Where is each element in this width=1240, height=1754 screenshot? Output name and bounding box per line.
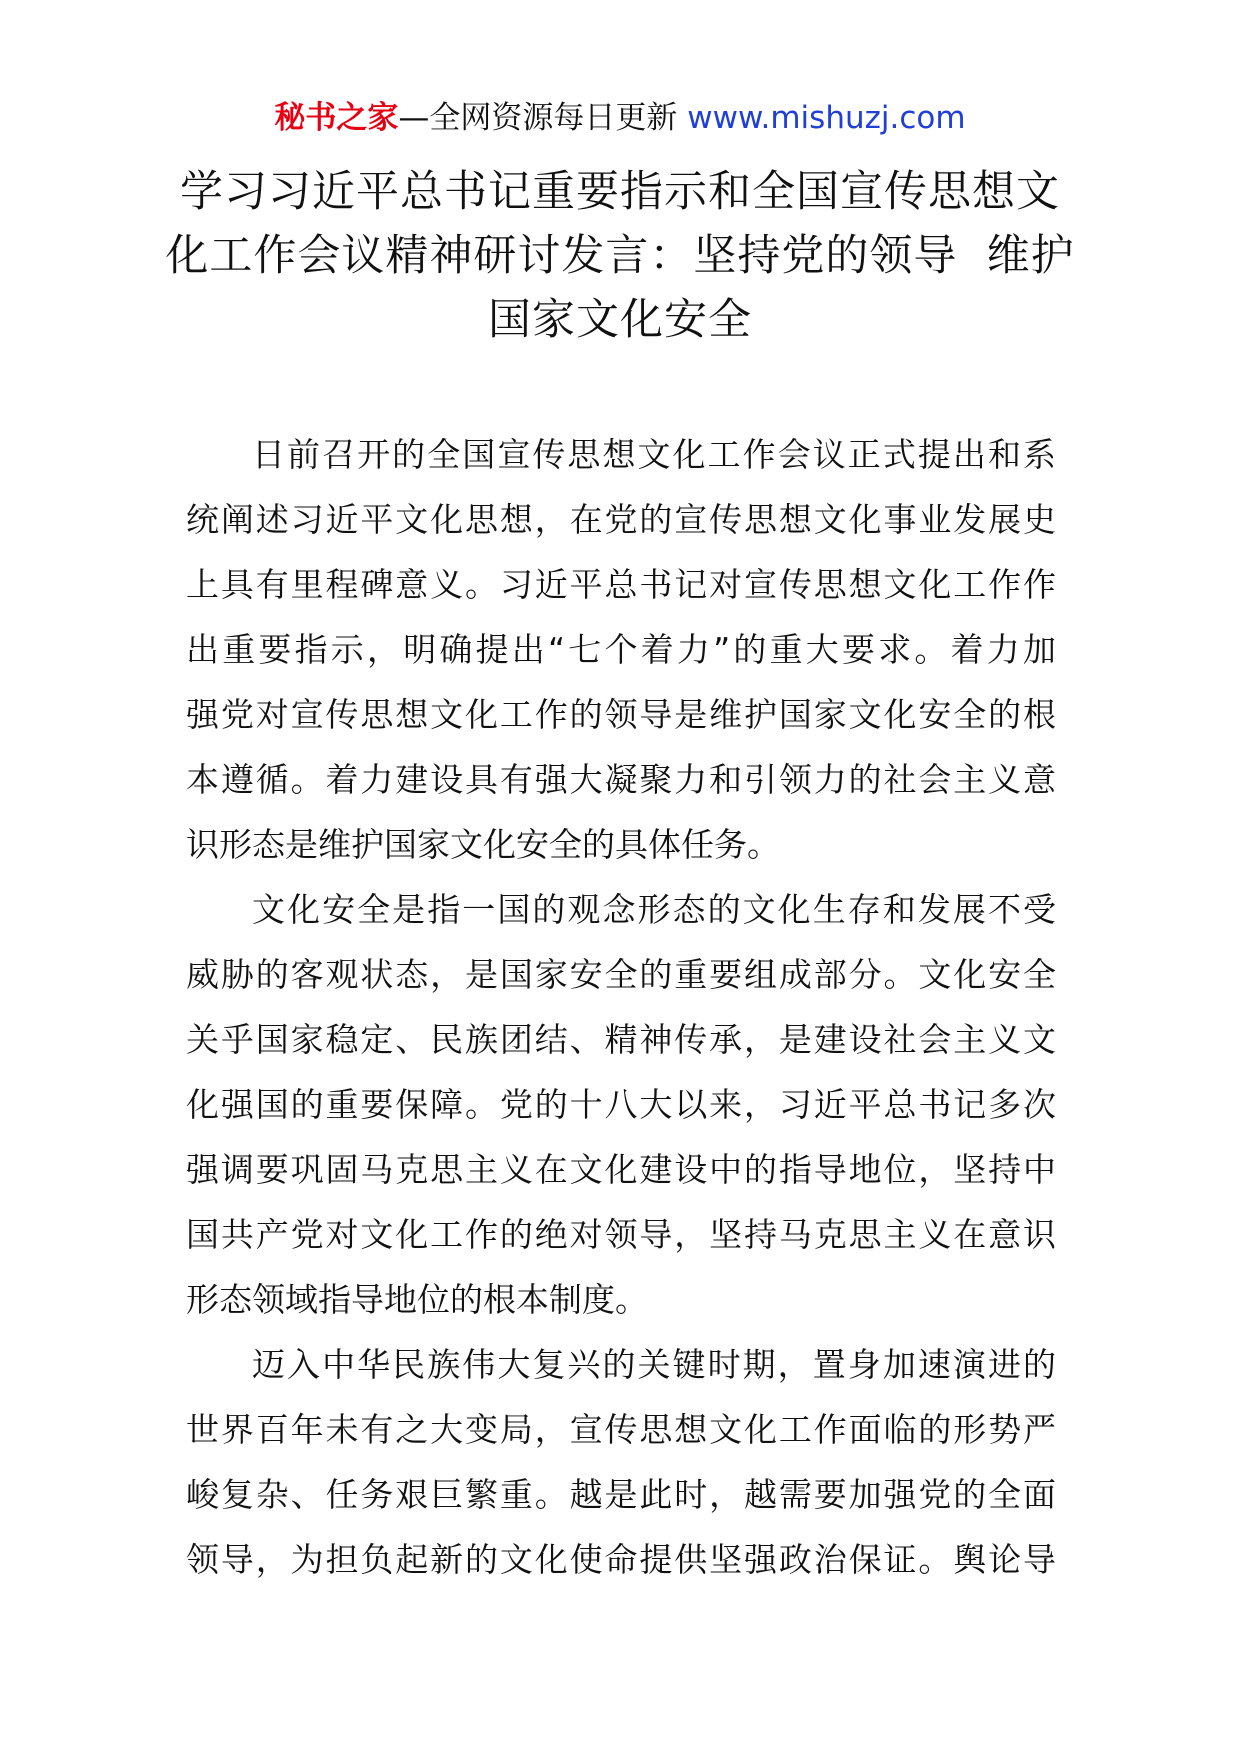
site-brand: 秘书之家: [274, 100, 399, 136]
site-slogan: —全网资源每日更新: [398, 100, 688, 136]
text-line: 出重要指示，明确提出“七个着力”的重大要求。着力加: [186, 630, 1056, 669]
paragraph-2: [186, 877, 1056, 1332]
site-header: [0, 96, 1240, 140]
text-line: 化强国的重要保障。党的十八大以来，习近平总书记多次: [186, 1085, 1056, 1124]
document-body: [186, 422, 1056, 1592]
title-line: 学习习近平总书记重要指示和全国宣传思想文: [180, 167, 1060, 217]
title-line: 化工作会议精神研讨发言：坚持党的领导 维护: [165, 231, 1075, 281]
paragraph-3: [186, 1332, 1056, 1592]
site-url-link[interactable]: www.mishuzj.com: [687, 100, 966, 136]
text-line: 世界百年未有之大变局，宣传思想文化工作面临的形势严: [186, 1410, 1056, 1449]
text-line: 迈入中华民族伟大复兴的关键时期，置身加速演进的: [252, 1345, 1056, 1384]
text-line: 强调要巩固马克思主义在文化建设中的指导地位，坚持中: [186, 1150, 1056, 1189]
text-line: 强党对宣传思想文化工作的领导是维护国家文化安全的根: [186, 695, 1056, 734]
text-line: 上具有里程碑意义。习近平总书记对宣传思想文化工作作: [186, 565, 1056, 604]
text-line: 日前召开的全国宣传思想文化工作会议正式提出和系: [252, 435, 1056, 474]
text-line: 领导，为担负起新的文化使命提供坚强政治保证。舆论导: [186, 1540, 1056, 1579]
title-line: 国家文化安全: [488, 295, 752, 345]
text-line: 识形态是维护国家文化安全的具体任务。: [186, 825, 780, 864]
text-line: 关乎国家稳定、民族团结、精神传承，是建设社会主义文: [186, 1020, 1056, 1059]
paragraph-1: [186, 422, 1056, 877]
text-line: 本遵循。着力建设具有强大凝聚力和引领力的社会主义意: [186, 760, 1056, 799]
document-title: [150, 160, 1090, 352]
text-line: 国共产党对文化工作的绝对领导，坚持马克思主义在意识: [186, 1215, 1056, 1254]
text-line: 文化安全是指一国的观念形态的文化生存和发展不受: [252, 890, 1056, 929]
text-line: 统阐述习近平文化思想，在党的宣传思想文化事业发展史: [186, 500, 1056, 539]
text-line: 峻复杂、任务艰巨繁重。越是此时，越需要加强党的全面: [186, 1475, 1056, 1514]
text-line: 形态领域指导地位的根本制度。: [186, 1280, 648, 1319]
text-line: 威胁的客观状态，是国家安全的重要组成部分。文化安全: [186, 955, 1056, 994]
